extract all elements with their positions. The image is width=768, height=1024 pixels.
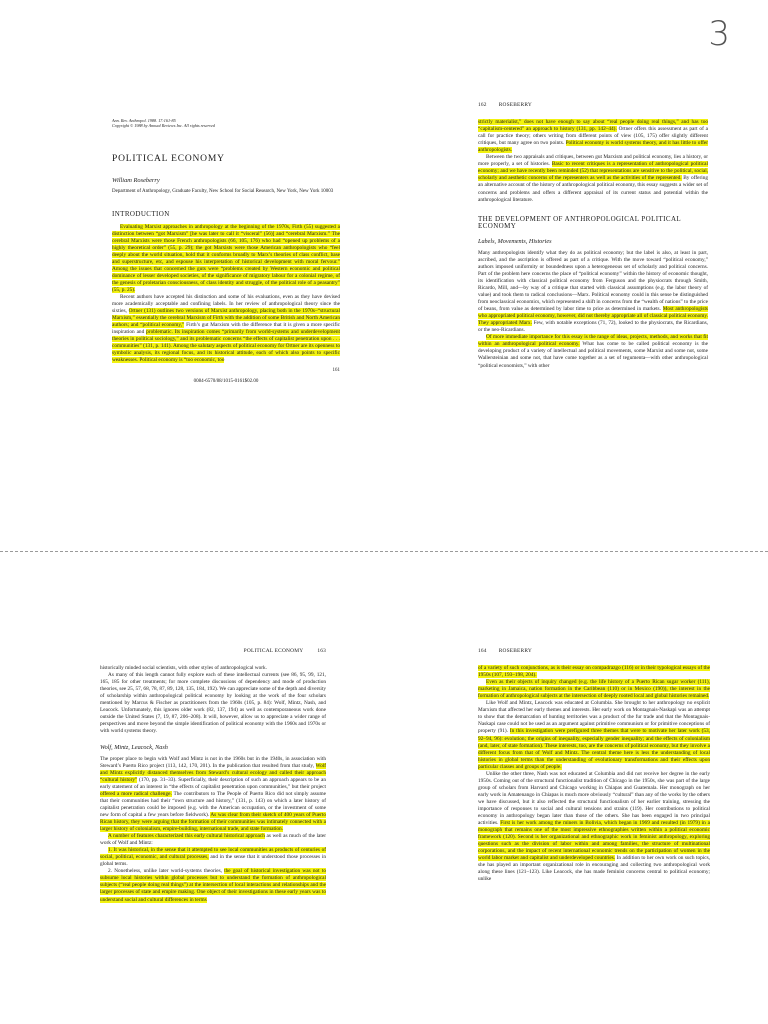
text-run: Unlike the other three, Nash was not educated at Columbia and did not receive her degree in the early 1950s. Coming out of the structural functionalist tradition of Chicago in the 1950s, she was part of the large group of scholars from Harvard and Chicago working in Chiapas and Guatemala. Her monograph on her early work in Amatenango in Chiapas is much more obviously “cultural” than any of the works by the others we have discussed, but it also reflected the structural functionalism of her earlier training, stressing the importance of responses to social and cultural tensions and strains (119). Her contributions to political economy in anthropology began later than those of the others. She has been engaged in two principal activities. xyxy=(478,770,710,827)
running-head xyxy=(100,648,326,655)
running-head-author: ROSEBERRY xyxy=(498,648,532,654)
highlight: offered a more radical challenge. xyxy=(100,790,172,797)
section-heading: THE DEVELOPMENT OF ANTHROPOLOGICAL POLITICAL ECONOMY xyxy=(478,214,681,230)
text-run: Firth’s gut Marxism with the difference that it is given a more specific inspiration and xyxy=(112,322,341,336)
running-head-author: ROSEBERRY xyxy=(498,102,532,108)
journal-citation xyxy=(112,118,340,128)
page-164 xyxy=(478,648,710,884)
highlight: the goal of historical investigation was not to subsume local histories within global processes but to understand the formation of anthropological subjects (“real people doing real things”) at the intersection of local interactions and relationships and the larger processes of state and empire making. One object of their investigations in these early years was to understand social and cultural differences in terms xyxy=(100,868,326,903)
paragraph xyxy=(478,679,710,700)
paragraph xyxy=(112,224,340,294)
section-heading: INTRODUCTION xyxy=(112,209,170,218)
highlight: Most anthropologists who appropriated political economy, however, did not thereby appropriate all of classical political economy. They appropriated Marx. xyxy=(478,306,708,327)
paragraph xyxy=(478,334,708,369)
paragraph: As many of this length cannot fully explore each of these intellectual currents (see 86, 95, 99, 121, 165, 185 for other treatments; for more complete discussions of dependency and mode of production theories, see 25, 57, 68, 78, 87, 89, 128, 135, 184, 192). We can appreciate some of the depth and diversity of scholarship within anthropological political economy by looking at the work of the four scholars mentioned by Marcus & Fischer as practitioners from the 1960s (105, p. 84): Wolf, Mintz, Nash, and Leacock. Unfortunately, this ignores older work (82, 137, 194) as well as contemporaneous work done outside the United States (7, 19, 87, 206–208). It will, however, allow us to appreciate a wider range of perspectives and move beyond the simple identification of political economy with the 1960s and 1970s or with world systems theory. xyxy=(100,672,326,735)
paragraph xyxy=(478,154,708,203)
text-run: Ortner offers this assessment as part of a call for practice theory; others writing from different points of view (105, 175) offer slightly different critiques, but many agree on two points. xyxy=(478,126,708,147)
highlight: Ortner (131) outlines two versions of Marxist anthropology, placing both in the 1970s–“structural Marxism,” essentially the cerebral Marxism of Firth with the addition of some British and North American authors; and “political economy,” xyxy=(112,308,340,329)
paragraph xyxy=(478,250,708,335)
handwritten-page-number: 3 xyxy=(708,14,730,54)
subsection-heading: Wolf, Mintz, Leacock, Nash xyxy=(100,743,168,751)
text-run: The contributors to The People of Puerto Rico did not simply assume that their communities had their “own structure and history,” (131, p. 143) on which a later history of capitalist penetration could be imposed (e.g. with the American occupation, or the investment of some new form of capital a few years before fieldwork). xyxy=(100,790,326,818)
highlight: A number of features characterized this early cultural historical approach xyxy=(108,833,265,840)
text-run: 2. Nonetheless, unlike later world-systems theories, xyxy=(108,868,225,875)
subsection-heading: Labels, Movements, Histories xyxy=(478,237,552,245)
paragraph xyxy=(100,847,326,868)
highlight: Political economy is world systems theory, and it has little to offer anthropologists. xyxy=(478,140,708,154)
text-run: (170, pp. 31–33). Superficially, their description of such an approach appears to be an early statement of an interest in “the effects of capitalist penetration upon communities,” but their project xyxy=(100,776,326,790)
author-affiliation: Department of Anthropology, Graduate Faculty, New School for Social Research, New York, New York 10003 xyxy=(112,188,334,194)
highlight: Even as their objects of inquiry changed (e.g. the life history of a Puerto Rican sugar worker (111), marketing in Jamaica, nation formation in the Caribbean (110) or in Mexico (190)), the interest in the formation of anthropological subjects at the intersection of deeply rooted local and global histories remained. xyxy=(478,679,710,700)
paragraph: historically minded social scientists, with other styles of anthropological work. xyxy=(100,665,267,672)
running-head-title: POLITICAL ECONOMY xyxy=(243,648,304,654)
page-divider xyxy=(0,551,768,552)
text-run: Between the two appraisals and critiques, between gut Marxism and political economy, lies a history, or more properly, a set of histories. xyxy=(478,154,708,168)
running-head-number: 164 xyxy=(478,648,487,654)
page-number: 161 xyxy=(332,368,340,374)
highlight: As was clear from their sketch of 400 years of Puerto Rican history, they were arguing that the formation of their communities was intimately connected with a larger history of colonialism, empire-building, international trade, and state formation. xyxy=(100,811,326,833)
page-162 xyxy=(478,102,708,370)
highlight: strictly materialist,” does not have enough to say about “real people doing real things,” and has too “capitalism-centered” an approach to history (131, pp. 142–44). xyxy=(478,119,708,133)
highlight: problematic. Its inspiration comes “primarily from world-systems and underdevelopment theories in political sociology,” and its problematic concerns “the effects of capitalist penetration upon . . . communities” (131, p. 141). Among the salutary aspects of political economy for Ortner are its openness to symbolic analysis, its regional focus, and its historical attitude, each of which also points to specific weaknesses. Political economy is “too economic, too xyxy=(112,329,340,364)
running-head xyxy=(478,102,708,109)
highlight: Wolf and Mintz explicitly distanced themselves from Steward’s cultural ecology and called their approach “cultural history” xyxy=(100,762,326,783)
paragraph xyxy=(478,700,710,770)
running-head-number: 163 xyxy=(317,648,326,654)
article-title: POLITICAL ECONOMY xyxy=(112,154,225,165)
paragraph xyxy=(100,833,326,847)
text-run: In addition to her own work on such topics, she has played an important organizational role in encouraging and collecting two anthropological work along these lines (121–123). Like Leacock, she has made feminist concerns central to political economy; unlike xyxy=(478,855,710,883)
highlight: of a variety of such conjunctions, as is their essay on compadrazgo (116) or in their typological essays of the 1950s (107, 193–198, 204). xyxy=(478,665,710,679)
text-run: Like Wolf and Mintz, Leacock was educated at Columbia. She brought to her anthropology no explicit Marxism that affected her early themes and interests. Her early work on Montagnais-Naskapi was an attempt to show that the demarcation of hunting territories was a product of the fur trade and that the Montagnais-Naskapi case could not be used as an argument against primitive communism or for primitive conceptions of property (91). xyxy=(478,700,710,735)
text-run: Recent authors have accepted his distinction and some of his evaluations, even as they have devised more academically acceptable and confining labels. In her review of anthropological theory since the sixties, xyxy=(112,294,340,315)
paragraph xyxy=(100,756,326,834)
highlight: Basic to recent critiques is a representation of anthropological political economy; and we have recently been reminded (52) that representations are sensitive to the political, social, scholarly and aesthetic concerns of the representers as well as the activities of the represented. xyxy=(478,161,708,182)
page-161 xyxy=(112,118,340,385)
paragraph xyxy=(100,868,326,903)
page-163 xyxy=(100,648,326,904)
highlight: In this investigation were prefigured three themes that were to motivate her later work (53, 92–94, 96): evolution; the origins of inequality, especially gender inequality; and the effects of colonialism (and, later, of state formation). These interests, too, are the concerns of political economy, but they involve a different focus from that of Wolf and Mintz. The central theme here is less the understanding of local histories in global terms than the understanding of evolutionary transformations and their effects upon particular classes and groups of people. xyxy=(478,728,710,770)
journal-line: Ann. Rev. Anthropol. 1988. 17:161-85 xyxy=(112,118,176,123)
text-run: Few, with notable exceptions (71, 72), looked to the physiocrats, the Ricardians, or the neo-Ricardians. xyxy=(478,320,708,334)
highlight: Evaluating Marxist approaches in anthropology at the beginning of the 1970s, Firth (55) suggested a distinction between “got Marxism” [he was later to call it “visceral” (56)] and “cerebral Marxism.” The cerebral Marxists were those French anthropologists (66, 105, 176) who had “opened up problems of a highly theoretical order” (55, p. 29); the got Marxists were those American anthropologists who “feel deeply about the world situation, hold that it conforms broadly to Marx’s theories of class conflict, base and superstructure, etc, and espouse his interpretation of historical development with moral fervour.” Among the issues that concerned the guts were “problems created by Western economic and political dominance of lesser developed societies, of the significance of migratory labour for a colonial regime, of the genesis of proletarian consciousness, of class identity and struggle, of the political role of a peasantry” (55, p. 25). xyxy=(112,223,340,293)
paragraph xyxy=(478,119,708,154)
highlight: 1. It was historical, in the sense that it attempted to see local communities as products of centuries of social, political, economic, and cultural processes, xyxy=(100,847,326,861)
text-run: By offering an alternative account of the history of anthropological political economy, this essay suggests a wider set of concerns and problems and offers a different appraisal of its current status and potential within the anthropological literature. xyxy=(478,175,708,203)
text-run: The proper place to begin with Wolf and Mintz is not in the 1960s but in the 1940s, in association with Steward’s Puerto Rico project (113, 142, 170, 201). In the publication that resulted from that study, xyxy=(100,755,326,769)
text-run: and in the sense that it understood those processes in global terms. xyxy=(100,854,326,868)
highlight: First is her work among the miners in Bolivia, which began in 1969 and resulted (in 1979) in a monograph that remains one of the most impressive ethnographies written within a political economic framework (120). Second is her organizational and ethnographic work in feminist anthropology, exploring questions such as the division of labor within and among families, the structure of multinational corporations, and the impact of recent international economic trends on the participation of women in the world labor market and capitalist and underdeveloped countries. xyxy=(478,820,710,862)
text-run: Many anthropologists identify what they do as political economy; but the label is also, at least in part, ascribed, and the ascription is offered as part of a critique. With the move toward “political economy,” authors imposed uniformity or boundedness upon a heterogeneous set of scholarly and political concerns. Part of the problem here concerns the place of “political economy” within the history of economic thought, its identification with classical political economy from Ferguson and the physiocrats through Smith, Ricardo, Mill, and—by way of a critique that started with classical assumptions (e.g. the labor theory of value) and took them to radical conclusions—Marx. Political economy could in this sense be distinguished from neoclassical economics, which represented a shift in concerns from the “wealth of nations” to the price of beans, from value as determined by labor time to price as determined in markets. xyxy=(478,249,708,313)
running-head xyxy=(478,648,710,655)
paragraph xyxy=(478,771,710,884)
article-code: 0084-6570/88/1015-0161$02.00 xyxy=(193,378,259,384)
running-head-number: 162 xyxy=(478,102,487,108)
paragraph xyxy=(112,294,340,364)
copyright-line: Copyright © 1988 by Annual Reviews Inc. All rights reserved xyxy=(112,123,215,129)
author-name: William Roseberry xyxy=(112,177,160,185)
highlight: Of more immediate importance for this essay is the range of ideas, projects, methods, and works that fit within an anthropological political economy. xyxy=(478,334,708,348)
text-run: What has come to be called political economy is the developing product of a variety of intellectual and political movements, some Marxist and some not, some Wallersteinian and some not, that have come together as a set of tegumenta—with other anthropological “political economists,” with other xyxy=(478,341,708,369)
text-run: as well as much of the later work of Wolf and Mintz: xyxy=(100,833,326,847)
paragraph xyxy=(478,665,710,679)
